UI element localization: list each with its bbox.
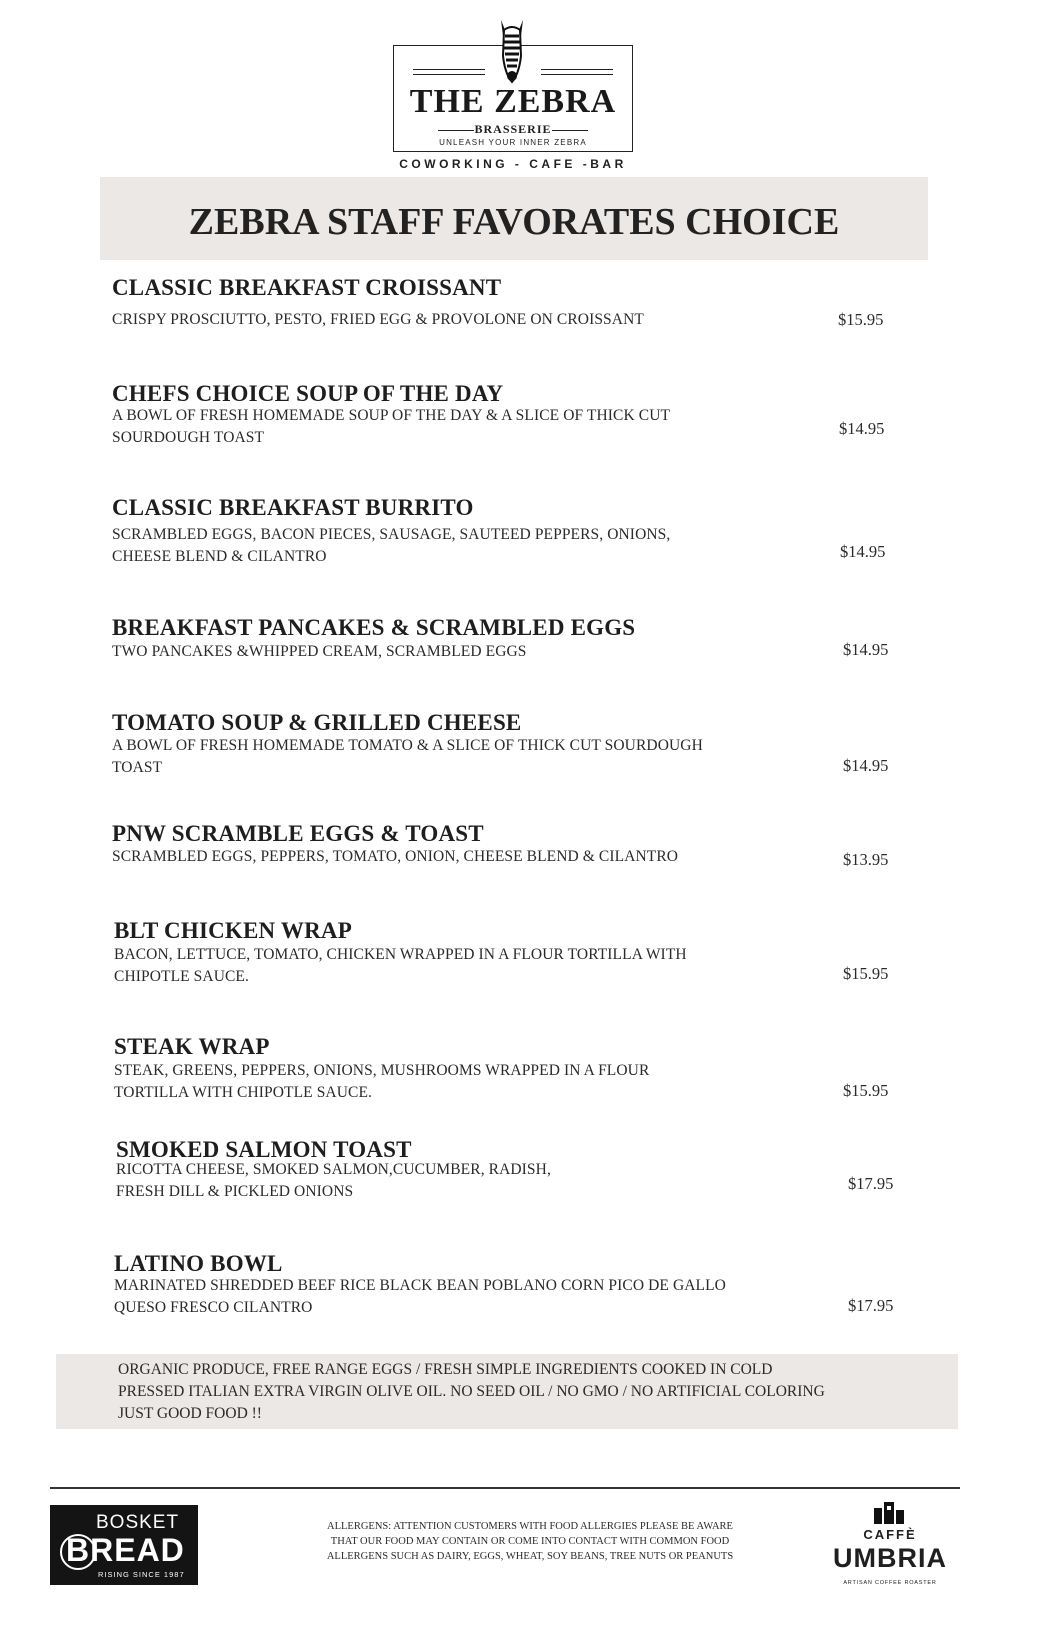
menu-item-name: STEAK WRAP xyxy=(114,1034,270,1059)
allergen-notice: ALLERGENS: ATTENTION CUSTOMERS WITH FOOD ALLERGIES PLEASE BE AWARE THAT OUR FOOD MAY CONTAIN OR COME INTO CONTACT WITH COMMON FOOD ALLERGENS SUCH AS DAIRY, EGGS, WHEAT, SOY BEANS, TREE NUTS OR PEANUTS xyxy=(326,1521,734,1562)
menu-item-name: CLASSIC BREAKFAST BURRITO xyxy=(112,495,474,520)
menu-item-desc: CRISPY PROSCIUTTO, PESTO, FRIED EGG & PROVOLONE ON CROISSANT xyxy=(112,311,644,328)
umbria-logo-text: UMBRIA xyxy=(833,1543,947,1573)
brand-subtitle: BRASSERIE xyxy=(474,122,552,136)
zebra-head-icon xyxy=(495,16,529,86)
umbria-logo-text: ARTISAN COFFEE ROASTER xyxy=(843,1580,937,1586)
brand-tagline: UNLEASH YOUR INNER ZEBRA xyxy=(439,138,587,147)
menu-item-price: $14.95 xyxy=(840,542,886,561)
menu-item-price: $14.95 xyxy=(843,756,889,775)
menu-item-name: PNW SCRAMBLE EGGS & TOAST xyxy=(112,821,484,846)
menu-item-desc: A BOWL OF FRESH HOMEMADE TOMATO & A SLICE OF THICK CUT SOURDOUGH TOAST xyxy=(112,737,703,776)
menu-item-price: $17.95 xyxy=(848,1296,894,1315)
menu-item-name: TOMATO SOUP & GRILLED CHEESE xyxy=(112,710,522,735)
ingredients-note: ORGANIC PRODUCE, FREE RANGE EGGS / FRESH SIMPLE INGREDIENTS COOKED IN COLD PRESSED ITALIAN EXTRA VIRGIN OLIVE OIL. NO SEED OIL / NO GMO / NO ARTIFICIAL COLORING JUST GOOD FOOD !! xyxy=(118,1361,825,1422)
menu-item-desc: A BOWL OF FRESH HOMEMADE SOUP OF THE DAY & A SLICE OF THICK CUT SOURDOUGH TOAST xyxy=(112,407,671,446)
logo-rule xyxy=(413,74,485,75)
menu-item-price: $15.95 xyxy=(843,1081,889,1100)
brand-services: COWORKING - CAFE -BAR xyxy=(399,157,627,171)
menu-item-name: BLT CHICKEN WRAP xyxy=(114,918,352,943)
menu-item-price: $14.95 xyxy=(839,419,885,438)
menu-item-price: $13.95 xyxy=(843,850,889,869)
menu-item-name: CHEFS CHOICE SOUP OF THE DAY xyxy=(112,381,504,406)
menu-item-price: $15.95 xyxy=(838,310,884,329)
menu-item-price: $17.95 xyxy=(848,1174,894,1193)
menu-item-name: CLASSIC BREAKFAST CROISSANT xyxy=(112,275,502,300)
footer-divider xyxy=(50,1487,960,1489)
bread-logo-text: BOSKET xyxy=(96,1512,180,1533)
menu-item-name: LATINO BOWL xyxy=(114,1251,283,1276)
menu-item-price: $15.95 xyxy=(843,964,889,983)
menu-item-desc: BACON, LETTUCE, TOMATO, CHICKEN WRAPPED IN A FLOUR TORTILLA WITH CHIPOTLE SAUCE. xyxy=(114,946,687,985)
brand-name: THE ZEBRA xyxy=(409,83,617,120)
umbria-tower-icon xyxy=(872,1500,906,1524)
menu-item-desc: TWO PANCAKES &WHIPPED CREAM, SCRAMBLED EGGS xyxy=(112,643,527,660)
logo-rule xyxy=(541,69,613,70)
logo-rule xyxy=(413,69,485,70)
menu-item-price: $14.95 xyxy=(843,640,889,659)
menu-item-desc: STEAK, GREENS, PEPPERS, ONIONS, MUSHROOMS WRAPPED IN A FLOUR TORTILLA WITH CHIPOTLE SAUCE. xyxy=(114,1062,650,1101)
page-title: ZEBRA STAFF FAVORATES CHOICE xyxy=(188,201,840,243)
menu-item-desc: MARINATED SHREDDED BEEF RICE BLACK BEAN POBLANO CORN PICO DE GALLO QUESO FRESCO CILANTRO xyxy=(114,1277,726,1316)
menu-item-desc: RICOTTA CHEESE, SMOKED SALMON,CUCUMBER, RADISH, FRESH DILL & PICKLED ONIONS xyxy=(116,1161,551,1200)
menu-item-desc: SCRAMBLED EGGS, PEPPERS, TOMATO, ONION, CHEESE BLEND & CILANTRO xyxy=(112,848,679,865)
umbria-logo-text: CAFFÈ xyxy=(863,1527,917,1542)
menu-item-desc: SCRAMBLED EGGS, BACON PIECES, SAUSAGE, SAUTEED PEPPERS, ONIONS, CHEESE BLEND & CILANTRO xyxy=(112,526,671,565)
logo-rule xyxy=(541,74,613,75)
menu-item-name: SMOKED SALMON TOAST xyxy=(116,1137,412,1162)
bread-logo-text: RISING SINCE 1987 xyxy=(98,1570,185,1579)
bread-logo-text: BREAD xyxy=(66,1532,185,1568)
menu-item-name: BREAKFAST PANCAKES & SCRAMBLED EGGS xyxy=(112,615,636,640)
